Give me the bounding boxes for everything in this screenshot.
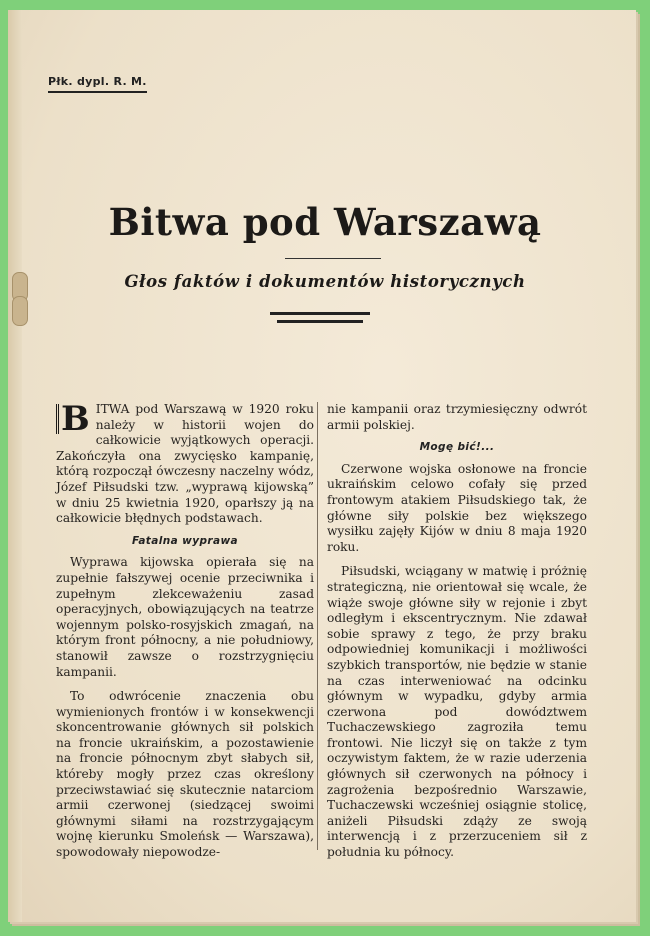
ornament-rule-top bbox=[270, 312, 370, 315]
column-divider bbox=[317, 402, 318, 850]
ornament-rule-bottom bbox=[277, 320, 363, 323]
paragraph bbox=[56, 399, 314, 527]
paragraph-text: ITWA pod Warszawą w 1920 roku należy w historii wojen do całkowicie wyjątkowych operacji. Zakończyła ona zwycięsko kampanię, którą rozpoczął ówczesny naczelny wódz, Józef Piłsudski tzw. „wyprawą kijowską” w dniu 25 kwietnia 1920, oparłszy ją na całkowicie błędnych podstawach. bbox=[56, 402, 314, 526]
article-title: Bitwa pod Warszawą bbox=[108, 200, 542, 244]
author-byline: Płk. dypl. R. M. bbox=[48, 75, 147, 93]
paragraph: nie kampanii oraz trzymiesięczny odwrót armii polskiej. bbox=[327, 402, 587, 432]
left-column bbox=[56, 399, 314, 861]
paragraph: Wyprawa kijowska opierała się na zupełnie fałszywej ocenie przeciwnika i zupełnym zlekceważeniu zasad operacyjnych, obowiązujących na teatrze wojennym polsko-rosyjskich zmagań, na którym front północny, a nie południowy, stanowił zawsze o rozstrzygnięciu kampanii. bbox=[56, 555, 314, 679]
paragraph: To odwrócenie znaczenia obu wymienionych frontów i w konsekwencji skoncentrowanie głównych sił polskich na froncie ukraińskim, a pozostawienie na froncie północnym zbyt słabych sił, któreby mogły przez czas określony przeciwstawiać się skutecznie natarciom armii czerwonej (siedzącej swoimi głównymi siłami na rozstrzygającym wojnę kierunku Smoleńsk — Warszawa), spowodowały niepowodze- bbox=[56, 689, 314, 860]
paragraph: Czerwone wojska osłonowe na froncie ukraińskim celowo cofały się przed frontowym atakiem Piłsudskiego tak, że główne siły polskie bez większego wysiłku zajęły Kijów w dniu 8 maja 1920 roku. bbox=[327, 461, 587, 554]
title-rule bbox=[285, 258, 381, 259]
binding-stitch bbox=[12, 296, 28, 326]
section-heading: Mogę bić!... bbox=[419, 441, 495, 454]
drop-cap: B bbox=[56, 404, 92, 434]
section-heading: Fatalna wyprawa bbox=[131, 534, 239, 547]
binding-edge bbox=[8, 10, 22, 922]
right-column bbox=[327, 402, 587, 861]
paragraph: Piłsudski, wciągany w matwię i próżnię strategiczną, nie orientował się wcale, że wiąże swoje główne siły w rejonie i zbyt odległym i ekscentrycznym. Nie zdawał sobie sprawy z tego, że przy braku odpowiedniej komunikacji i możliwości szybkich transportów, nie będzie w stanie na czas interweniować na odcinku głównym w wypadku, gdyby armia czerwona pod dowództwem Tuchaczewskiego zagroziła temu frontowi. Nie liczył się on także z tym oczywistym faktem, że w razie uderzenia głównych sił czerwonych na północy i zagrożenia bezpośrednio Warszawie, Tuchaczewski wcześniej osiągnie stolicę, aniżeli Piłsudski zdąży ze swoją interwencją i z przerzuceniem sił z południa ku północy. bbox=[327, 564, 587, 860]
article-subtitle: Głos faktów i dokumentów historycznych bbox=[124, 272, 526, 291]
